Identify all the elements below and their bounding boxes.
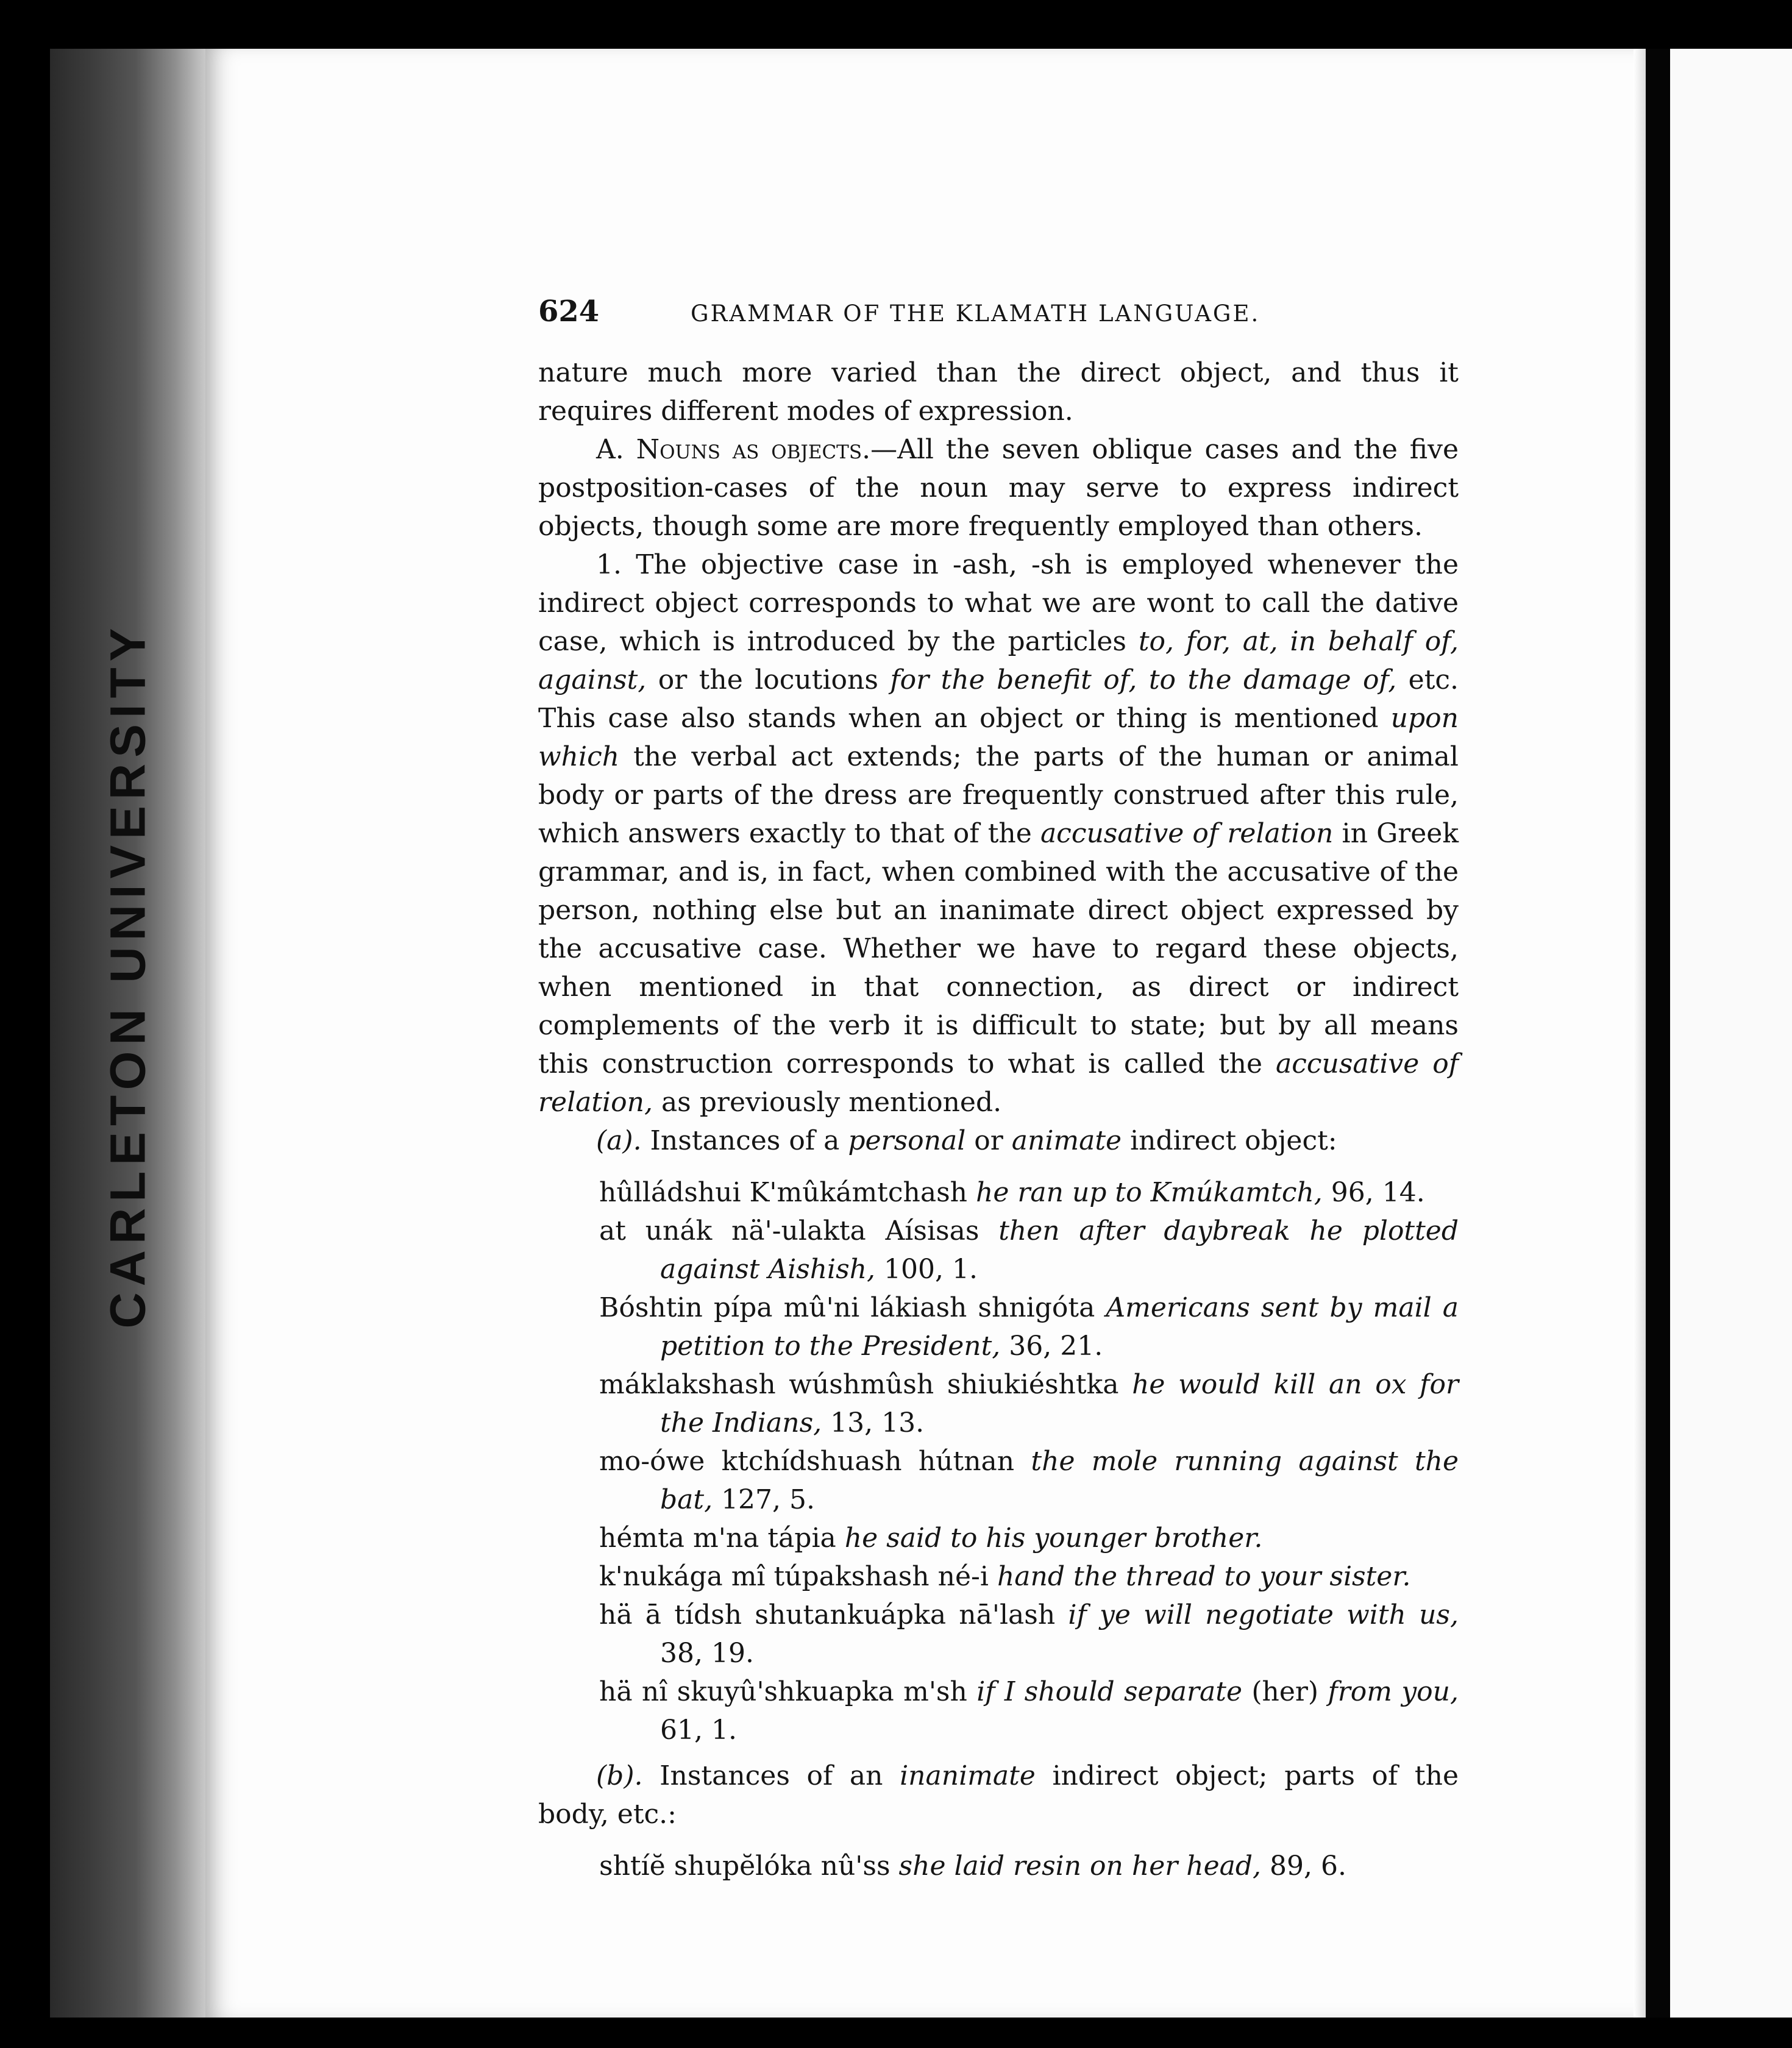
p3-text-c: or the locutions [646,664,891,695]
example-ref: 36, 21. [1000,1331,1103,1362]
example-ref: 13, 13. [822,1407,925,1438]
p3-text-k: as previously mentioned. [652,1087,1002,1118]
example-item [599,1442,1459,1519]
example-ref: 127, 5. [713,1484,815,1515]
page-number: 624 [538,294,600,329]
example-klamath: Bóshtin pípa mû'ni lákiash shnigóta [599,1292,1106,1323]
spine-label [91,622,165,1329]
example-ref: 89, 6. [1261,1851,1346,1882]
p3-italic-d: for the benefit of, to the damage of, [890,664,1397,695]
example-item [599,1365,1459,1442]
example-klamath: hûlládshui K'mûkámtchash [599,1177,976,1208]
section-a-heading [538,1122,1459,1160]
running-title: GRAMMAR OF THE KLAMATH LANGUAGE. [691,300,1260,327]
example-ref: 38, 19. [660,1638,754,1669]
example-gloss: he ran up to Kmúkamtch, [975,1177,1323,1208]
section-heading: A. Nouns as objects. [596,434,871,465]
example-klamath: shtíĕ shupĕlóka nû'ss [599,1851,899,1882]
p3-italic-h: accusative of relation [1040,818,1334,849]
examples-a [538,1173,1459,1749]
example-gloss: he would kill an ox for the Indians, [660,1369,1459,1438]
section-b-t2: inanimate [900,1760,1036,1791]
example-item [599,1519,1459,1557]
paragraph-2 [538,430,1459,546]
section-b-heading [538,1757,1459,1833]
example-klamath: mo-ówe ktchídshuash hútnan [599,1446,1031,1477]
p3-text-i: in Greek grammar, and is, in fact, when combined with the accusative of the person, nothing else but an inanimate direct object expressed by the accusative case. Whether we have to regard these objects, when mentioned in that connection, as direct or indirect complements of the verb it is difficult to state; but by all means this construction corresponds to what is called the [538,818,1459,1079]
example-mid: (her) [1242,1676,1328,1707]
example-gloss: hand the thread to your sister. [997,1561,1411,1592]
example-ref: 61, 1. [660,1715,737,1746]
example-gloss: the mole running against the bat, [660,1446,1459,1515]
facing-page-strip [1670,49,1792,2018]
example-klamath: máklakshash wúshmûsh shiukiéshtka [599,1369,1132,1400]
example-gloss-2: from you, [1328,1676,1459,1707]
section-a-t5: indirect object: [1122,1125,1337,1156]
examples-b [538,1847,1459,1885]
p3-text-a: 1. The objective case in -ash, -sh is employed whenever the indirect object corresponds to what we are wont to call the dative case, which is introduced by the particles [538,549,1459,657]
example-ref: 100, 1. [875,1254,978,1285]
example-item [599,1557,1459,1596]
section-b-t3: indirect object; parts of the body, etc.: [538,1760,1459,1830]
example-item [599,1289,1459,1365]
example-gloss: he said to his younger brother. [844,1523,1263,1554]
example-klamath: hä ā tídsh shutankuápka nā'lash [599,1599,1068,1630]
p3-text-e: etc. This case also stands when an object or thing is mentioned [538,664,1459,734]
page-text [538,293,1459,1885]
section-a-t3: or [965,1125,1012,1156]
paragraph-1: nature much more varied than the direct object, and thus it requires different modes of expression. [538,357,1459,427]
section-a-label: (a). [596,1125,642,1156]
example-gloss: she laid resin on her head, [898,1851,1262,1882]
page-gutter [1646,49,1670,2018]
example-klamath: hä nî skuyû'shkuapka m'sh [599,1676,977,1707]
example-gloss: Americans sent by mail a petition to the President, [660,1292,1459,1362]
section-b-t1: Instances of an [642,1760,900,1791]
example-gloss: if ye will negotiate with us, [1068,1599,1459,1630]
example-item [599,1173,1459,1212]
example-klamath: k'nukága mî túpakshash né-i [599,1561,997,1592]
section-b-label: (b). [596,1760,643,1791]
section-a-t1: Instances of a [641,1125,848,1156]
example-item [599,1212,1459,1289]
example-item [599,1673,1459,1749]
example-ref: 96, 14. [1322,1177,1425,1208]
paragraph-2-text: —All the seven oblique cases and the five postposition-cases of the noun may serve to express indirect objects, though some are more frequently employed than others. [538,434,1459,542]
example-klamath: hémta m'na tápia [599,1523,845,1554]
page-edge [1634,49,1647,2018]
p3-text-g: the verbal act extends; the parts of the human or animal body or parts of the dress are frequently construed after this rule, which answers exactly to that of the [538,741,1459,849]
p3-italic-b: to, for, at, in behalf of, against, [538,626,1459,695]
example-item [599,1847,1459,1885]
example-item [599,1596,1459,1673]
example-gloss: if I should separate [976,1676,1242,1707]
page-header [538,293,1459,333]
example-gloss: then after daybreak he plotted against Aishish, [660,1215,1459,1285]
paragraph-3 [538,546,1459,1122]
example-klamath: at unák nä'-ulakta Aísisas [599,1215,999,1246]
section-a-t4: animate [1011,1125,1122,1156]
p3-italic-j: accusative of relation, [538,1048,1459,1118]
section-a-t2: personal [848,1125,966,1156]
spine-label-text: CARLETON UNIVERSITY [100,622,155,1329]
p3-italic-f: upon which [538,703,1459,772]
